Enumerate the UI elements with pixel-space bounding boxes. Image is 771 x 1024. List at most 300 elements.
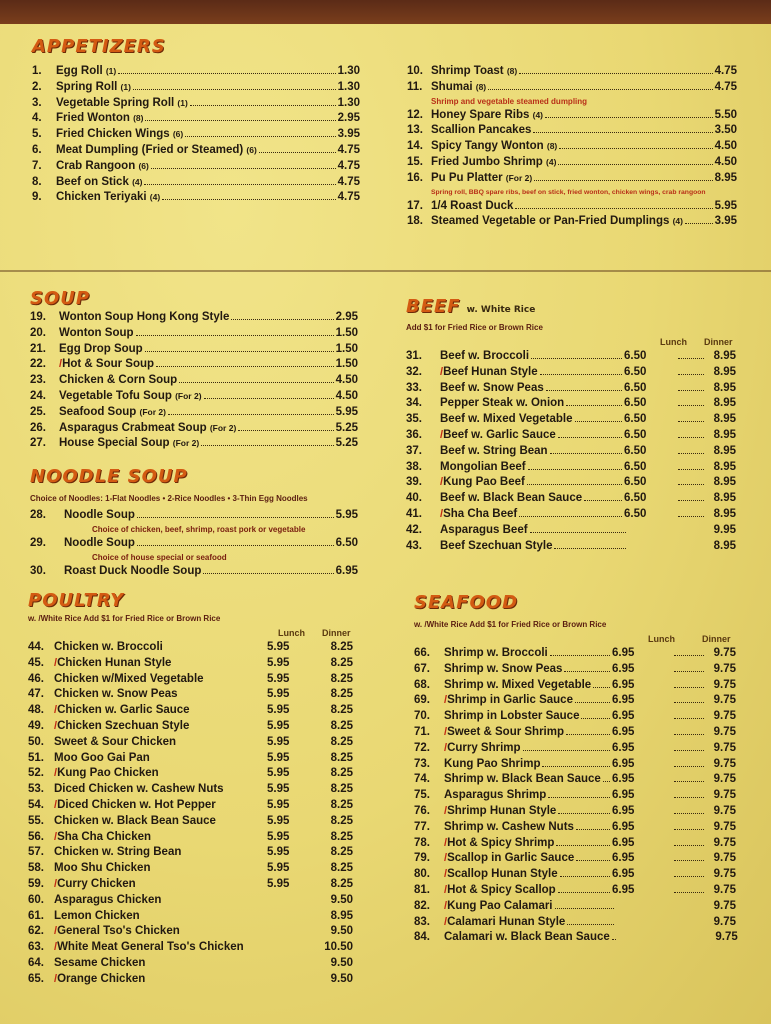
dot-leader <box>593 687 610 688</box>
spicy-mark-icon: / <box>444 694 448 707</box>
menu-item-row <box>406 460 736 476</box>
item-name <box>431 64 517 80</box>
dot-leader <box>559 148 712 149</box>
item-number: 35. <box>406 413 422 426</box>
item-name: Chicken Hunan Style <box>57 656 172 669</box>
dot-leader <box>678 374 704 375</box>
lunch-price: 6.95 <box>612 789 635 802</box>
menu-item-row <box>414 804 736 820</box>
item-name-text: Vegetable Spring Roll <box>56 96 175 109</box>
lunch-price: 6.95 <box>612 694 635 707</box>
item-number: 3. <box>32 96 42 109</box>
dot-leader <box>118 73 335 74</box>
menu-item-row <box>407 108 737 124</box>
dot-leader <box>546 390 622 391</box>
dot-leader <box>540 374 622 375</box>
item-name: Curry Chicken <box>57 877 136 890</box>
appetizers-right-section <box>407 64 737 230</box>
dinner-price: 8.95 <box>713 350 736 362</box>
lunch-price: 5.95 <box>267 735 290 748</box>
dinner-price: 8.25 <box>330 719 353 732</box>
menu-item-row <box>30 564 358 580</box>
lunch-price: 6.50 <box>624 428 647 441</box>
spicy-mark-icon: / <box>444 868 448 881</box>
item-name <box>431 139 557 155</box>
item-number: 70. <box>414 710 430 723</box>
item-quantity: (For 2) <box>172 438 200 449</box>
item-number: 29. <box>30 536 46 549</box>
menu-item-row <box>32 80 360 96</box>
item-name <box>56 111 143 127</box>
menu-item-row <box>414 693 736 709</box>
lunch-price: 6.50 <box>624 507 647 520</box>
shumai-note: Shrimp and vegetable steamed dumpling <box>431 96 588 106</box>
dinner-price: 8.25 <box>330 783 353 796</box>
dot-leader <box>554 548 626 549</box>
item-name-text: Beef on Stick <box>56 175 129 188</box>
item-name <box>64 536 135 552</box>
item-number: 69. <box>414 694 430 707</box>
item-name: Orange Chicken <box>57 972 146 985</box>
item-number: 52. <box>28 767 44 780</box>
item-name: Beef w. Mixed Vegetable <box>440 413 573 426</box>
spicy-mark-icon: / <box>444 741 448 754</box>
item-number: 64. <box>28 956 44 969</box>
dot-leader <box>545 117 713 118</box>
item-name: Sesame Chicken <box>54 956 146 969</box>
lunch-price: 6.95 <box>612 741 635 754</box>
dot-leader <box>566 734 610 735</box>
dinner-price: 8.25 <box>330 656 353 669</box>
dot-leader <box>576 860 610 861</box>
item-name-text: Hot & Sour Soup <box>62 358 155 371</box>
item-name <box>56 96 188 112</box>
poultry-title: POULTRY <box>28 590 125 611</box>
dot-leader <box>575 421 622 422</box>
menu-item-row <box>28 940 353 956</box>
dinner-price: 8.25 <box>330 704 353 717</box>
item-price: 6.95 <box>335 564 358 577</box>
dot-leader <box>145 120 335 121</box>
dot-leader <box>145 351 334 352</box>
item-name: Diced Chicken w. Cashew Nuts <box>54 783 224 796</box>
dot-leader <box>179 382 333 383</box>
spicy-mark-icon: / <box>54 830 58 843</box>
item-name-text: Noodle Soup <box>64 536 135 549</box>
dot-leader <box>566 405 622 406</box>
dot-leader <box>575 702 610 703</box>
lunch-price: 5.95 <box>267 798 290 811</box>
item-number: 62. <box>28 925 44 938</box>
dinner-price: 9.95 <box>713 523 736 536</box>
dot-leader <box>558 892 610 893</box>
menu-item-row <box>414 836 736 852</box>
item-name: Beef w. Snow Peas <box>440 381 544 394</box>
menu-item-row <box>28 814 353 830</box>
item-number: 77. <box>414 820 430 833</box>
menu-item-row <box>414 741 736 757</box>
item-quantity: (4) <box>132 176 143 187</box>
item-quantity: (6) <box>172 129 184 140</box>
pupu-note: Spring roll, BBQ spare ribs, beef on stick, fried wonton, chicken wings, crab rangoon <box>431 188 706 196</box>
lunch-price: 6.50 <box>624 397 647 410</box>
item-name-text: Seafood Soup <box>59 405 137 418</box>
dinner-price: 8.25 <box>330 672 353 685</box>
item-name-text: House Special Soup <box>59 437 170 450</box>
item-name-text: Pu Pu Platter <box>431 171 503 184</box>
item-price: 1.50 <box>335 358 358 371</box>
lunch-price: 6.95 <box>612 868 635 881</box>
dot-leader <box>678 421 704 422</box>
item-name <box>59 342 143 358</box>
dinner-price: 9.75 <box>713 741 736 754</box>
lunch-price: 6.95 <box>612 836 635 849</box>
item-name-text: Chicken & Corn Soup <box>59 374 178 387</box>
item-price: 4.75 <box>337 175 360 188</box>
item-number: 72. <box>414 741 430 754</box>
item-number: 44. <box>28 641 44 653</box>
dot-leader <box>678 469 704 470</box>
item-number: 43. <box>406 539 422 552</box>
menu-item-row <box>28 782 353 798</box>
item-number: 13. <box>407 124 423 137</box>
item-name: Beef w. String Bean <box>440 444 548 457</box>
dot-leader <box>204 398 334 399</box>
menu-item-row <box>414 883 736 899</box>
item-number: 46. <box>28 672 44 685</box>
beef-section <box>406 296 736 554</box>
lunch-price: 5.95 <box>267 751 290 764</box>
dot-leader <box>685 223 713 224</box>
poultry-lunch-head: Lunch <box>278 628 305 638</box>
menu-item-row <box>406 349 736 365</box>
item-number: 21. <box>30 342 46 355</box>
dinner-price: 8.95 <box>713 476 736 489</box>
dot-leader <box>674 892 704 893</box>
menu-item-row <box>28 766 353 782</box>
dot-leader <box>531 358 622 359</box>
item-name-text: Wonton Soup Hong Kong Style <box>59 311 230 323</box>
item-name <box>56 64 116 80</box>
menu-item-row <box>32 190 360 206</box>
dot-leader <box>674 829 704 830</box>
item-number: 32. <box>406 365 422 378</box>
menu-item-row <box>414 646 736 662</box>
dot-leader <box>678 437 704 438</box>
menu-item-row <box>30 310 358 326</box>
item-name <box>56 127 183 143</box>
item-price: 2.95 <box>337 112 360 125</box>
item-name <box>59 389 202 405</box>
item-number: 48. <box>28 704 44 717</box>
dinner-price: 9.75 <box>713 678 736 691</box>
lunch-price: 6.95 <box>612 647 635 659</box>
item-number: 75. <box>414 789 430 802</box>
dinner-price: 8.25 <box>330 767 353 780</box>
lunch-price: 6.50 <box>624 460 647 473</box>
spicy-mark-icon: / <box>440 476 444 489</box>
appetizers-left-list <box>32 64 360 206</box>
seafood-dinner-head: Dinner <box>702 634 731 644</box>
menu-item-row <box>407 155 737 171</box>
item-price: 1.30 <box>337 96 360 109</box>
item-number: 66. <box>414 647 430 659</box>
item-price: 4.50 <box>335 389 358 402</box>
item-name <box>56 190 160 206</box>
dot-leader <box>674 797 704 798</box>
dinner-price: 8.25 <box>330 877 353 890</box>
dinner-price: 9.75 <box>713 757 736 770</box>
dot-leader <box>674 687 704 688</box>
item-number: 73. <box>414 757 430 770</box>
item-quantity: (6) <box>246 144 257 155</box>
item-name: Chicken w. String Bean <box>54 846 182 859</box>
item-number: 19. <box>30 311 46 323</box>
item-quantity: (For 2) <box>139 406 166 417</box>
lunch-price: 5.95 <box>267 704 290 717</box>
item-name: Sha Cha Beef <box>443 507 518 520</box>
item-name-text: Spring Roll <box>56 80 118 93</box>
item-number: 55. <box>28 814 44 827</box>
menu-item-row <box>414 915 736 931</box>
item-name-text: Wonton Soup <box>59 326 134 339</box>
menu-item-row <box>406 507 736 523</box>
dot-leader <box>519 73 712 74</box>
item-number: 65. <box>28 972 44 985</box>
item-name <box>59 421 236 437</box>
item-name: General Tso's Chicken <box>57 925 180 938</box>
dinner-price: 9.75 <box>713 773 736 786</box>
item-name-text: Honey Spare Ribs <box>431 108 530 121</box>
item-price: 3.95 <box>714 215 737 228</box>
dinner-price: 8.95 <box>713 428 736 441</box>
menu-item-row <box>32 159 360 175</box>
item-name: Asparagus Shrimp <box>444 789 547 802</box>
dot-leader <box>674 845 704 846</box>
menu-item-row <box>406 444 736 460</box>
dot-leader <box>527 484 622 485</box>
menu-item-row <box>28 640 353 656</box>
dinner-price: 8.95 <box>330 909 353 922</box>
item-quantity: (4) <box>672 216 683 227</box>
item-number: 53. <box>28 783 44 796</box>
item-number: 20. <box>30 326 46 339</box>
item-name: Mongolian Beef <box>440 460 526 473</box>
spicy-mark-icon: / <box>54 972 58 985</box>
beef-list <box>406 349 736 554</box>
section-divider <box>0 270 771 272</box>
poultry-column-heads <box>28 626 353 640</box>
dot-leader <box>678 358 704 359</box>
dot-leader <box>678 453 704 454</box>
menu-item-row <box>32 96 360 112</box>
item-name: Calamari w. Black Bean Sauce <box>444 931 610 944</box>
dot-leader <box>678 500 704 501</box>
item-name: Chicken Szechuan Style <box>57 719 190 732</box>
dot-leader <box>556 845 610 846</box>
dot-leader <box>576 829 610 830</box>
lunch-price: 5.95 <box>267 783 290 796</box>
item-name: Asparagus Chicken <box>54 893 162 906</box>
dinner-price: 9.75 <box>713 852 736 865</box>
item-name: Shrimp Hunan Style <box>447 804 557 817</box>
dinner-price: 9.75 <box>713 647 736 659</box>
dot-leader <box>528 469 622 470</box>
menu-item-row <box>30 342 358 358</box>
item-number: 26. <box>30 421 46 434</box>
lunch-price: 6.50 <box>624 413 647 426</box>
dinner-price: 9.50 <box>330 956 353 969</box>
lunch-price: 6.95 <box>612 773 635 786</box>
menu-item-row <box>32 111 360 127</box>
dot-leader <box>548 797 610 798</box>
menu-item-row <box>406 396 736 412</box>
dot-leader <box>201 445 333 446</box>
dinner-price: 8.25 <box>330 862 353 875</box>
lunch-price: 5.95 <box>267 719 290 732</box>
item-name <box>56 143 257 159</box>
item-number: 50. <box>28 735 44 748</box>
item-name: Calamari Hunan Style <box>447 915 566 928</box>
item-number: 61. <box>28 909 44 922</box>
dot-leader <box>530 532 626 533</box>
item-number: 82. <box>414 899 430 912</box>
lunch-price: 5.95 <box>267 767 290 780</box>
item-name-text: Crab Rangoon <box>56 159 136 172</box>
item-name-text: Fried Jumbo Shrimp <box>431 155 543 168</box>
seafood-title: SEAFOOD <box>414 592 519 613</box>
dinner-price: 9.50 <box>330 925 353 938</box>
dinner-price: 8.25 <box>330 735 353 748</box>
menu-item-row <box>28 845 353 861</box>
item-quantity: (8) <box>133 113 144 124</box>
dot-leader <box>190 105 336 106</box>
item-name <box>431 155 556 171</box>
menu-item-row <box>30 326 358 342</box>
item-number: 68. <box>414 678 430 691</box>
dot-leader <box>488 89 712 90</box>
item-price: 8.95 <box>714 171 737 184</box>
item-number: 6. <box>32 143 42 156</box>
lunch-price: 5.95 <box>267 688 290 701</box>
item-price: 4.75 <box>337 159 360 172</box>
lunch-price: 5.95 <box>267 862 290 875</box>
item-name: Curry Shrimp <box>447 741 521 754</box>
dot-leader <box>674 876 704 877</box>
dot-leader <box>550 655 610 656</box>
dot-leader <box>555 908 614 909</box>
dot-leader <box>674 750 704 751</box>
spicy-mark-icon: / <box>444 915 448 928</box>
item-number: 38. <box>406 460 422 473</box>
dot-leader <box>674 813 704 814</box>
item-name: Kung Pao Shrimp <box>444 757 541 770</box>
item-name: Scallop in Garlic Sauce <box>447 852 575 865</box>
dot-leader <box>259 152 336 153</box>
spicy-mark-icon: / <box>440 507 444 520</box>
dot-leader <box>558 813 610 814</box>
item-name-text: Shrimp Toast <box>431 65 504 77</box>
menu-item-row <box>28 672 353 688</box>
item-name <box>431 80 486 96</box>
menu-item-row <box>30 357 358 373</box>
item-name: Diced Chicken w. Hot Pepper <box>57 798 216 811</box>
item-name <box>64 564 201 580</box>
menu-item-row <box>32 175 360 191</box>
spicy-mark-icon: / <box>444 836 448 849</box>
dot-leader <box>674 671 704 672</box>
item-price: 5.95 <box>335 405 358 418</box>
dot-leader <box>523 750 610 751</box>
item-name <box>59 326 134 342</box>
item-name <box>62 357 154 373</box>
item-price: 1.50 <box>335 342 358 355</box>
item-number: 47. <box>28 688 44 701</box>
dinner-price: 9.50 <box>330 893 353 906</box>
menu-item-row <box>407 64 737 80</box>
dot-leader <box>168 414 334 415</box>
dot-leader <box>564 671 610 672</box>
spicy-mark-icon: / <box>444 725 448 738</box>
item-number: 57. <box>28 846 44 859</box>
item-name-text: Egg Drop Soup <box>59 342 143 355</box>
dot-leader <box>603 781 610 782</box>
item-price: 5.25 <box>335 421 358 434</box>
item-name: Shrimp w. Mixed Vegetable <box>444 678 592 691</box>
spicy-mark-icon: / <box>54 941 58 954</box>
item-number: 15. <box>407 155 423 168</box>
item-name: Shrimp in Lobster Sauce <box>444 710 580 723</box>
item-quantity: (8) <box>475 81 487 92</box>
dinner-price: 9.75 <box>713 820 736 833</box>
dinner-price: 9.75 <box>713 836 736 849</box>
spicy-mark-icon: / <box>444 852 448 865</box>
item-name: Asparagus Beef <box>440 523 528 536</box>
noodle-section <box>30 466 358 579</box>
dinner-price: 8.95 <box>713 397 736 410</box>
item-number: 18. <box>407 215 423 228</box>
item-number: 10. <box>407 65 423 77</box>
top-border <box>0 0 771 24</box>
dot-leader <box>203 573 333 574</box>
item-name: Shrimp w. Cashew Nuts <box>444 820 574 833</box>
dot-leader <box>674 702 704 703</box>
menu-item-row <box>30 436 358 452</box>
lunch-price: 6.95 <box>612 710 635 723</box>
menu-item-row <box>407 139 737 155</box>
item-name: Moo Shu Chicken <box>54 862 151 875</box>
dinner-price: 9.75 <box>713 804 736 817</box>
dinner-price: 9.75 <box>715 931 738 944</box>
item-number: 39. <box>406 476 422 489</box>
item-price: 1.30 <box>337 65 360 77</box>
item-name: White Meat General Tso's Chicken <box>57 941 244 954</box>
poultry-note: w. /White Rice Add $1 for Fried Rice or Brown Rice <box>28 614 221 623</box>
item-number: 79. <box>414 852 430 865</box>
menu-item-row <box>30 389 358 405</box>
lunch-price: 5.95 <box>267 641 290 653</box>
dinner-price: 9.75 <box>713 883 736 896</box>
item-quantity: (8) <box>546 141 558 152</box>
menu-item-row <box>406 523 736 539</box>
dinner-price: 9.75 <box>713 899 736 912</box>
item-price: 5.25 <box>335 437 358 450</box>
item-name: Chicken w. Broccoli <box>54 641 163 653</box>
dot-leader <box>567 924 614 925</box>
menu-item-row <box>32 127 360 143</box>
menu-item-row <box>406 539 736 555</box>
item-price: 4.75 <box>337 143 360 156</box>
